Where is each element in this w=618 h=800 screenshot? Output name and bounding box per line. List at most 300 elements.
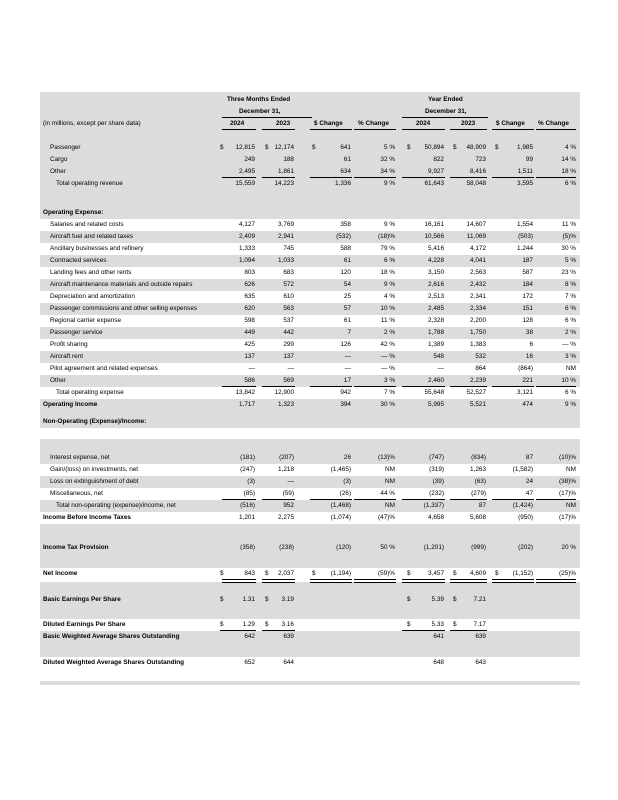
cell-value: 42 % [380, 341, 395, 348]
cell-value: 2,513 [428, 293, 444, 300]
row-label: Loss on extinguishment of debt [50, 478, 139, 485]
table-row [40, 512, 580, 524]
cell-value: 47 [525, 490, 533, 497]
cell-value: (59)% [377, 570, 395, 577]
cell-value: (47)% [377, 514, 395, 521]
cell-value: NM [385, 502, 395, 509]
cell-value: 249 [244, 156, 255, 163]
cell-value: 11 % [380, 317, 395, 324]
cell-value: (1,152) [512, 570, 533, 577]
cell-value: (13)% [377, 454, 395, 461]
cell-value: — [437, 365, 444, 372]
row-label: Pilot agreement and related expenses [50, 365, 158, 372]
cell-value: 639 [283, 633, 294, 640]
cell-value: 1.31 [242, 596, 255, 603]
row-label: Total operating revenue [56, 180, 123, 187]
cell-value: (17)% [558, 490, 576, 497]
cell-value: 9 % [383, 221, 395, 228]
cell-value: 12,174 [274, 144, 294, 151]
row-label: Total operating expense [56, 389, 124, 396]
cell-value: — [287, 478, 294, 485]
cell-value: 572 [283, 281, 294, 288]
cell-value: NM [566, 502, 576, 509]
table-row [40, 399, 580, 411]
cell-value: 3,769 [278, 221, 294, 228]
cell-value: (1,424) [512, 502, 533, 509]
cell-value: 30 % [380, 401, 395, 408]
currency-symbol: $ [220, 570, 224, 577]
cell-value: (864) [518, 365, 533, 372]
cell-value: 10 % [380, 305, 395, 312]
cell-value: 4,041 [470, 257, 486, 264]
table-row [40, 267, 580, 279]
cell-value: 187 [522, 257, 533, 264]
cell-value: (17)% [558, 514, 576, 521]
table-row [40, 476, 580, 488]
cell-value: 11,069 [466, 233, 486, 240]
table-row [40, 315, 580, 327]
cell-value: 30 % [561, 245, 576, 252]
cell-value: 44 % [380, 490, 395, 497]
cell-value: 5,995 [428, 401, 444, 408]
currency-symbol: $ [407, 596, 411, 603]
table-row [40, 279, 580, 291]
cell-value: (1,074) [330, 514, 351, 521]
currency-symbol: $ [453, 596, 457, 603]
row-label: Other [50, 168, 66, 175]
cell-value: 12,900 [274, 389, 294, 396]
shaded-band [40, 524, 580, 542]
currency-symbol: $ [453, 621, 457, 628]
cell-value: 1,033 [278, 257, 294, 264]
cell-value: 9,927 [428, 168, 444, 175]
cell-value: 13,842 [235, 389, 255, 396]
cell-value: 598 [244, 317, 255, 324]
income-statement-table [40, 92, 580, 685]
cell-value: 61 [343, 156, 351, 163]
cell-value: (10)% [558, 454, 576, 461]
cell-value: (85) [243, 490, 255, 497]
cell-value: 942 [340, 389, 351, 396]
shaded-band [40, 439, 580, 452]
cell-value: (232) [429, 490, 444, 497]
cell-value: — % [562, 341, 576, 348]
cell-value: (950) [518, 514, 533, 521]
table-row [40, 231, 580, 243]
cell-value: 34 % [380, 168, 395, 175]
cell-value: 537 [283, 317, 294, 324]
cell-value: 2,460 [428, 377, 444, 384]
cell-value: 299 [283, 341, 294, 348]
cell-value: 10 % [561, 377, 576, 384]
cell-value: (207) [279, 454, 294, 461]
cell-value: (202) [518, 544, 533, 551]
cell-value: (5)% [562, 233, 576, 240]
cell-value: NM [566, 365, 576, 372]
cell-value: 9 % [564, 401, 576, 408]
cell-value: (247) [240, 466, 255, 473]
cell-value: 12,815 [235, 144, 255, 151]
table-row [40, 303, 580, 315]
cell-value: 2,275 [278, 514, 294, 521]
cell-value: 25 [343, 293, 351, 300]
cell-value: (1,465) [330, 466, 351, 473]
row-label: Salaries and related costs [50, 221, 124, 228]
cell-value: 7.21 [473, 596, 486, 603]
table-row [40, 500, 580, 512]
cell-value: 2,563 [470, 269, 486, 276]
cell-value: 14 % [561, 156, 576, 163]
table-row [40, 619, 580, 631]
row-label: Basic Weighted Average Shares Outstanding [43, 633, 180, 640]
cell-value: 16 [525, 353, 533, 360]
cell-value: 683 [283, 269, 294, 276]
cell-value: 442 [283, 329, 294, 336]
row-label: Net Income [43, 570, 78, 577]
cell-value: 128 [522, 317, 533, 324]
cell-value: 2,328 [428, 317, 444, 324]
cell-value: 1,717 [239, 401, 255, 408]
cell-value: 61 [343, 257, 351, 264]
cell-value: 745 [283, 245, 294, 252]
cell-value: 4 % [564, 144, 576, 151]
cell-value: 569 [283, 377, 294, 384]
cell-value: (319) [429, 466, 444, 473]
cell-value: 18 % [380, 269, 395, 276]
cell-value: 1,750 [470, 329, 486, 336]
cell-value: 55,648 [424, 389, 444, 396]
cell-value: 4,658 [428, 514, 444, 521]
cell-value: 1,511 [517, 168, 533, 175]
cell-value: 2,616 [428, 281, 444, 288]
cell-value: 2,432 [470, 281, 486, 288]
cell-value: 184 [522, 281, 533, 288]
cell-value: 586 [244, 377, 255, 384]
cell-value: 425 [244, 341, 255, 348]
cell-value: (238) [279, 544, 294, 551]
row-label: Operating Income [43, 401, 98, 408]
cell-value: 3,457 [428, 570, 444, 577]
row-label: Contracted services [50, 257, 107, 264]
cell-value: 52,527 [466, 389, 486, 396]
cell-value: 2,200 [470, 317, 486, 324]
currency-symbol: $ [312, 144, 316, 151]
cell-value: 126 [340, 341, 351, 348]
cell-value: (1,582) [512, 466, 533, 473]
table-row [40, 631, 580, 643]
cell-value: 9 % [383, 180, 395, 187]
cell-value: 634 [340, 168, 351, 175]
cell-value: 221 [522, 377, 533, 384]
cell-value: 1,788 [428, 329, 444, 336]
row-label: Non-Operating (Expense)/Income: [43, 418, 147, 425]
row-label: Operating Expense: [43, 209, 104, 216]
cell-value: (3) [343, 478, 351, 485]
cell-value: (3) [247, 478, 255, 485]
year-date: December 31, [425, 108, 467, 115]
cell-value: 3,150 [428, 269, 444, 276]
cell-value: 1,861 [278, 168, 294, 175]
cell-value: 2,341 [470, 293, 486, 300]
cell-value: 449 [244, 329, 255, 336]
row-label: Passenger commissions and other selling expenses [50, 305, 198, 312]
currency-symbol: $ [407, 144, 411, 151]
row-label: Ancillary businesses and refinery [50, 245, 144, 252]
cell-value: NM [385, 478, 395, 485]
col-3m-2023: 2023 [276, 120, 291, 127]
cell-value: 14,607 [466, 221, 486, 228]
cell-value: 641 [340, 144, 351, 151]
currency-symbol: $ [265, 144, 269, 151]
table-row [40, 339, 580, 351]
table-row [40, 452, 580, 464]
cell-value: 952 [283, 502, 294, 509]
cell-value: 548 [433, 353, 444, 360]
cell-value: 9 % [383, 281, 395, 288]
cell-value: 1.29 [242, 621, 255, 628]
cell-value: (999) [471, 544, 486, 551]
cell-value: 7 [347, 329, 351, 336]
col-3m-pct: % Change [358, 120, 389, 127]
table-row [40, 327, 580, 339]
cell-value: (18)% [377, 233, 395, 240]
three-months-title: Three Months Ended [227, 96, 291, 103]
cell-value: 4,127 [239, 221, 255, 228]
col-yr-change: $ Change [496, 120, 525, 127]
cell-value: 1,263 [470, 466, 486, 473]
cell-value: 1,218 [278, 466, 294, 473]
cell-value: (1,194) [330, 570, 351, 577]
cell-value: 120 [340, 269, 351, 276]
cell-value: 642 [244, 633, 255, 640]
cell-value: 635 [244, 293, 255, 300]
cell-value: 2,409 [239, 233, 255, 240]
cell-value: 587 [522, 269, 533, 276]
cell-value: (120) [336, 544, 351, 551]
cell-value: 358 [340, 221, 351, 228]
cell-value: 20 % [561, 544, 576, 551]
cell-value: 2,037 [278, 570, 294, 577]
cell-value: 723 [475, 156, 486, 163]
cell-value: (532) [336, 233, 351, 240]
units-note: (in millions, except per share data) [43, 120, 141, 127]
cell-value: 15,559 [235, 180, 255, 187]
cell-value: 2 % [564, 329, 576, 336]
cell-value: 3,121 [517, 389, 533, 396]
row-label: Depreciation and amortization [50, 293, 135, 300]
cell-value: (39) [432, 478, 444, 485]
cell-value: (25)% [558, 570, 576, 577]
cell-value: NM [566, 466, 576, 473]
cell-value: 8 % [564, 281, 576, 288]
cell-value: 2,239 [470, 377, 486, 384]
cell-value: 1,201 [239, 514, 255, 521]
cell-value: 5,416 [428, 245, 444, 252]
cell-value: 3 % [383, 377, 395, 384]
cell-value: 87 [525, 454, 533, 461]
cell-value: 38 [525, 329, 533, 336]
cell-value: 57 [343, 305, 351, 312]
cell-value: (1,468) [330, 502, 351, 509]
shaded-band [40, 582, 580, 594]
cell-value: (279) [471, 490, 486, 497]
currency-symbol: $ [495, 570, 499, 577]
row-label: Landing fees and other rents [50, 269, 132, 276]
cell-value: 803 [244, 269, 255, 276]
col-3m-change: $ Change [314, 120, 343, 127]
row-label: Profit sharing [50, 341, 88, 348]
currency-symbol: $ [453, 570, 457, 577]
row-label: Income Tax Provision [43, 544, 109, 551]
cell-value: (26) [339, 490, 351, 497]
cell-value: 3 % [564, 353, 576, 360]
cell-value: 1,333 [239, 245, 255, 252]
cell-value: 188 [283, 156, 294, 163]
col-yr-2023: 2023 [461, 120, 476, 127]
col-yr-pct: % Change [538, 120, 569, 127]
currency-symbol: $ [407, 621, 411, 628]
currency-symbol: $ [495, 144, 499, 151]
cell-value: 6 % [564, 305, 576, 312]
currency-symbol: $ [453, 144, 457, 151]
three-months-date: December 31, [239, 108, 281, 115]
cell-value: 10,566 [424, 233, 444, 240]
cell-value: 87 [478, 502, 486, 509]
cell-value: 1,985 [517, 144, 533, 151]
cell-value: 5 % [564, 257, 576, 264]
table-row [40, 291, 580, 303]
table-row [40, 363, 580, 375]
cell-value: 4 % [383, 293, 395, 300]
cell-value: (59) [282, 490, 294, 497]
table-row [40, 657, 580, 669]
cell-value: 48,909 [466, 144, 486, 151]
year-title: Year Ended [428, 96, 463, 103]
currency-symbol: $ [220, 144, 224, 151]
cell-value: 4,609 [470, 570, 486, 577]
cell-value: 16,161 [424, 221, 444, 228]
cell-value: 1,554 [517, 221, 533, 228]
cell-value: 26 [343, 454, 351, 461]
cell-value: 11 % [561, 221, 576, 228]
currency-symbol: $ [265, 621, 269, 628]
row-label: Aircraft fuel and related taxes [50, 233, 134, 240]
cell-value: 172 [522, 293, 533, 300]
shaded-band [40, 643, 580, 657]
cell-value: 588 [340, 245, 351, 252]
cell-value: 643 [475, 659, 486, 666]
cell-value: 822 [433, 156, 444, 163]
cell-value: 1,094 [239, 257, 255, 264]
cell-value: 1,383 [470, 341, 486, 348]
row-label: Diluted Earnings Per Share [43, 621, 126, 628]
cell-value: 626 [244, 281, 255, 288]
table-row [40, 243, 580, 255]
cell-value: 151 [522, 305, 533, 312]
cell-value: 648 [433, 659, 444, 666]
cell-value: 532 [475, 353, 486, 360]
cell-value: (834) [471, 454, 486, 461]
row-label: Passenger [50, 144, 81, 151]
cell-value: 61,643 [424, 180, 444, 187]
cell-value: 99 [525, 156, 533, 163]
table-row [40, 542, 580, 554]
cell-value: (181) [240, 454, 255, 461]
cell-value: (358) [240, 544, 255, 551]
cell-value: (38)% [558, 478, 576, 485]
cell-value: — [248, 365, 255, 372]
cell-value: 652 [244, 659, 255, 666]
table-row [40, 219, 580, 231]
cell-value: 50,894 [424, 144, 444, 151]
currency-symbol: $ [312, 570, 316, 577]
cell-value: 5,608 [470, 514, 486, 521]
row-label: Passenger service [50, 329, 103, 336]
table-row [40, 594, 580, 606]
cell-value: 137 [283, 353, 294, 360]
row-label: Cargo [50, 156, 68, 163]
cell-value: (747) [429, 454, 444, 461]
row-label: Gain/(loss) on investments, net [50, 466, 139, 473]
cell-value: 5 % [383, 144, 395, 151]
cell-value: 644 [283, 659, 294, 666]
table-row [40, 154, 580, 166]
cell-value: (503) [518, 233, 533, 240]
currency-symbol: $ [220, 596, 224, 603]
cell-value: — [344, 353, 351, 360]
cell-value: 2 % [383, 329, 395, 336]
cell-value: 1,323 [278, 401, 294, 408]
shaded-band [40, 681, 580, 685]
cell-value: 17 [343, 377, 351, 384]
row-label: Total non-operating (expense)/income, net [56, 502, 176, 509]
row-label: Other [50, 377, 66, 384]
currency-symbol: $ [220, 621, 224, 628]
cell-value: 4,172 [470, 245, 486, 252]
table-row [40, 416, 580, 428]
table-row [40, 178, 580, 190]
row-label: Aircraft maintenance materials and outside repairs [50, 281, 193, 288]
cell-value: (516) [240, 502, 255, 509]
table-row [40, 387, 580, 399]
cell-value: 32 % [380, 156, 395, 163]
cell-value: 843 [244, 570, 255, 577]
table-row [40, 464, 580, 476]
cell-value: (1,337) [423, 502, 444, 509]
cell-value: 639 [475, 633, 486, 640]
col-3m-2024: 2024 [230, 120, 245, 127]
cell-value: 137 [244, 353, 255, 360]
table-row [40, 255, 580, 267]
cell-value: 2,941 [278, 233, 294, 240]
cell-value: 474 [522, 401, 533, 408]
shaded-band [40, 606, 580, 619]
cell-value: NM [385, 466, 395, 473]
cell-value: 79 % [380, 245, 395, 252]
cell-value: 18 % [561, 168, 576, 175]
currency-symbol: $ [265, 596, 269, 603]
cell-value: 6 [529, 341, 533, 348]
cell-value: 620 [244, 305, 255, 312]
cell-value: 5.33 [431, 621, 444, 628]
cell-value: 6 % [564, 389, 576, 396]
cell-value: 3,595 [517, 180, 533, 187]
cell-value: 8,416 [470, 168, 486, 175]
cell-value: 394 [340, 401, 351, 408]
cell-value: (63) [474, 478, 486, 485]
cell-value: — [344, 365, 351, 372]
cell-value: 1,336 [335, 180, 351, 187]
